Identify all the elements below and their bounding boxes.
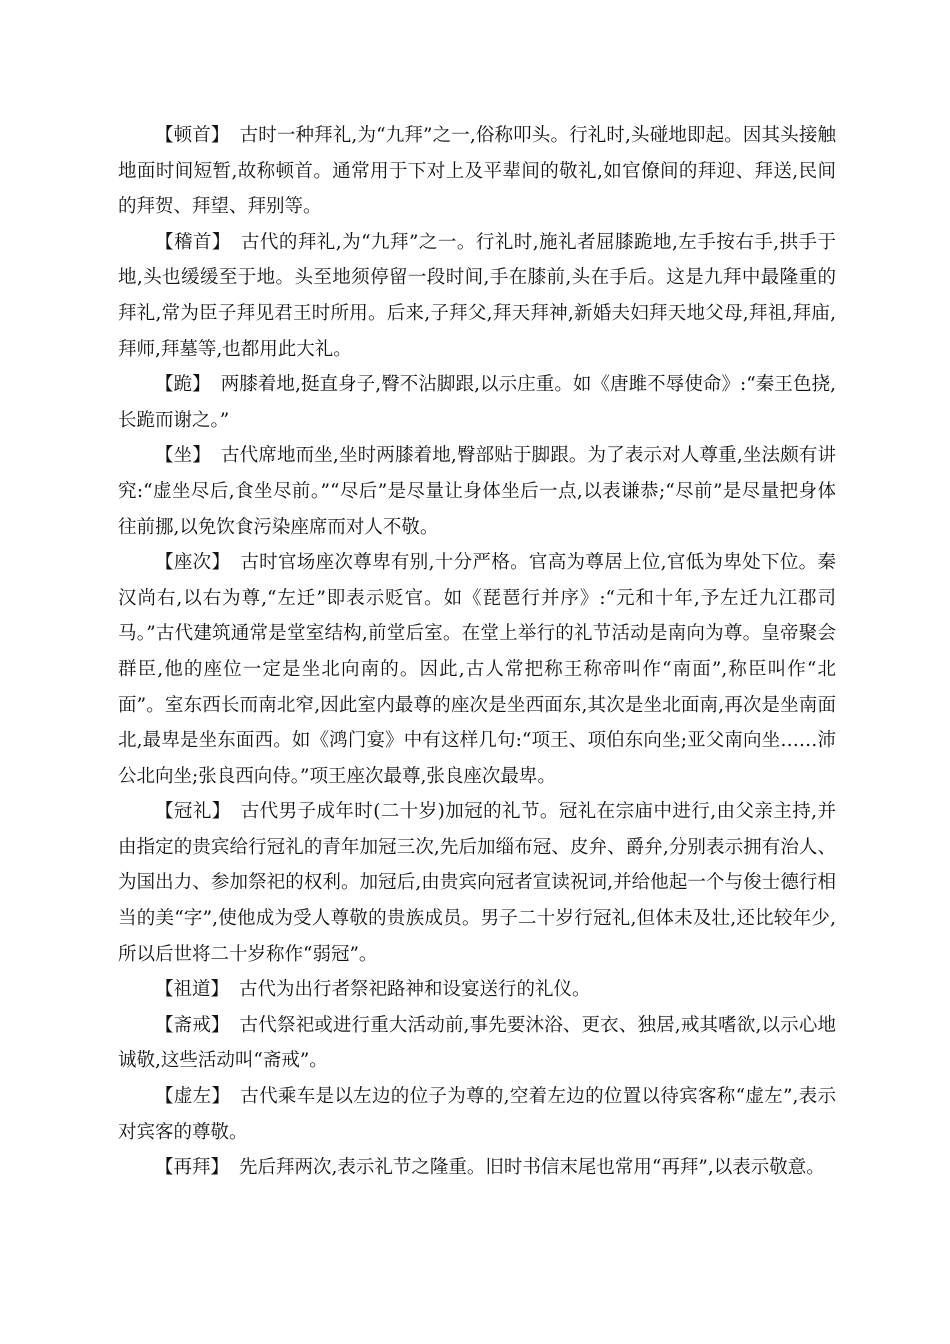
entry-guanli	[118, 794, 836, 972]
entry-text: 古代的拜礼,为“九拜”之一。行礼时,施礼者屈膝跪地,左手按右手,拱手于地,头也缓缓至于地。头至地须停留一段时间,手在膝前,头在手后。这是九拜中最隆重的拜礼,常为臣子拜见君王时所用。后来,子拜父,拜天拜神,新婚夫妇拜天地父母,拜祖,拜庙,拜师,拜墓等,也都用此大礼。	[118, 231, 836, 360]
entry-term: 【斋戒】	[155, 1014, 230, 1036]
entry-zudao	[118, 972, 836, 1008]
entry-text: 先后拜两次,表示礼节之隆重。旧时书信末尾也常用“再拜”,以表示敬意。	[239, 1157, 825, 1179]
entry-text: 古代席地而坐,坐时两膝着地,臀部贴于脚跟。为了表示对人尊重,坐法颇有讲究:“虚坐尽后,食坐尽前。”“尽后”是尽量让身体坐后一点,以表谦恭;“尽前”是尽量把身体往前挪,以免饮食污染座席而对人不敬。	[118, 445, 836, 538]
entry-text: 古代男子成年时(二十岁)加冠的礼节。冠礼在宗庙中进行,由父亲主持,并由指定的贵宾给行冠礼的青年加冠三次,先后加缁布冠、皮弁、爵弁,分别表示拥有治人、为国出力、参加祭祀的权利。加冠后,由贵宾向冠者宣读祝词,并给他起一个与俊士德行相当的美“字”,使他成为受人尊敬的贵族成员。男子二十岁行冠礼,但体未及壮,还比较年少,所以后世将二十岁称作“弱冠”。	[118, 801, 836, 965]
entry-term: 【跪】	[155, 374, 211, 396]
entry-xuzuo	[118, 1079, 836, 1150]
entry-term: 【再拜】	[155, 1157, 230, 1179]
entry-zuo	[118, 438, 836, 545]
entry-term: 【祖道】	[155, 979, 230, 1001]
entry-text: 两膝着地,挺直身子,臀不沾脚跟,以示庄重。如《唐雎不辱使命》:“秦王色挠,长跪而谢之。”	[118, 374, 836, 431]
entry-text: 古时官场座次尊卑有别,十分严格。官高为尊居上位,官低为卑处下位。秦汉尚右,以右为尊,“左迁”即表示贬官。如《琵琶行并序》:“元和十年,予左迁九江郡司马。”古代建筑通常是堂室结构,前堂后室。在堂上举行的礼节活动是南向为尊。皇帝聚会群臣,他的座位一定是坐北向南的。因此,古人常把称王称帝叫作“南面”,称臣叫作“北面”。室东西长而南北窄,因此室内最尊的座次是坐西面东,其次是坐北面南,再次是坐南面北,最卑是坐东面西。如《鸿门宴》中有这样几句:“项王、项伯东向坐;亚父南向坐……沛公北向坐;张良西向侍。”项王座次最尊,张良座次最卑。	[118, 552, 836, 787]
entry-term: 【坐】	[155, 445, 211, 467]
entry-qishou	[118, 225, 836, 367]
document-body	[118, 118, 836, 1186]
entry-zuoci	[118, 545, 836, 794]
entry-dunshou	[118, 118, 836, 225]
entry-text: 古代乘车是以左边的位子为尊的,空着左边的位置以待宾客称“虚左”,表示对宾客的尊敬。	[118, 1086, 836, 1143]
entry-text: 古代为出行者祭祀路神和设宴送行的礼仪。	[239, 979, 591, 1001]
entry-text: 古时一种拜礼,为“九拜”之一,俗称叩头。行礼时,头碰地即起。因其头接触地面时间短暂,故称顿首。通常用于下对上及平辈间的敬礼,如官僚间的拜迎、拜送,民间的拜贺、拜望、拜别等。	[118, 125, 836, 218]
entry-gui	[118, 367, 836, 438]
entry-text: 古代祭祀或进行重大活动前,事先要沐浴、更衣、独居,戒其嗜欲,以示心地诚敬,这些活动叫“斋戒”。	[118, 1014, 836, 1072]
entry-term: 【冠礼】	[155, 801, 231, 823]
entry-term: 【稽首】	[155, 231, 231, 253]
entry-term: 【虚左】	[155, 1086, 231, 1108]
entry-zhaijie	[118, 1008, 836, 1079]
entry-term: 【顿首】	[155, 125, 230, 146]
entry-term: 【座次】	[155, 552, 231, 574]
entry-zaibai	[118, 1150, 836, 1186]
